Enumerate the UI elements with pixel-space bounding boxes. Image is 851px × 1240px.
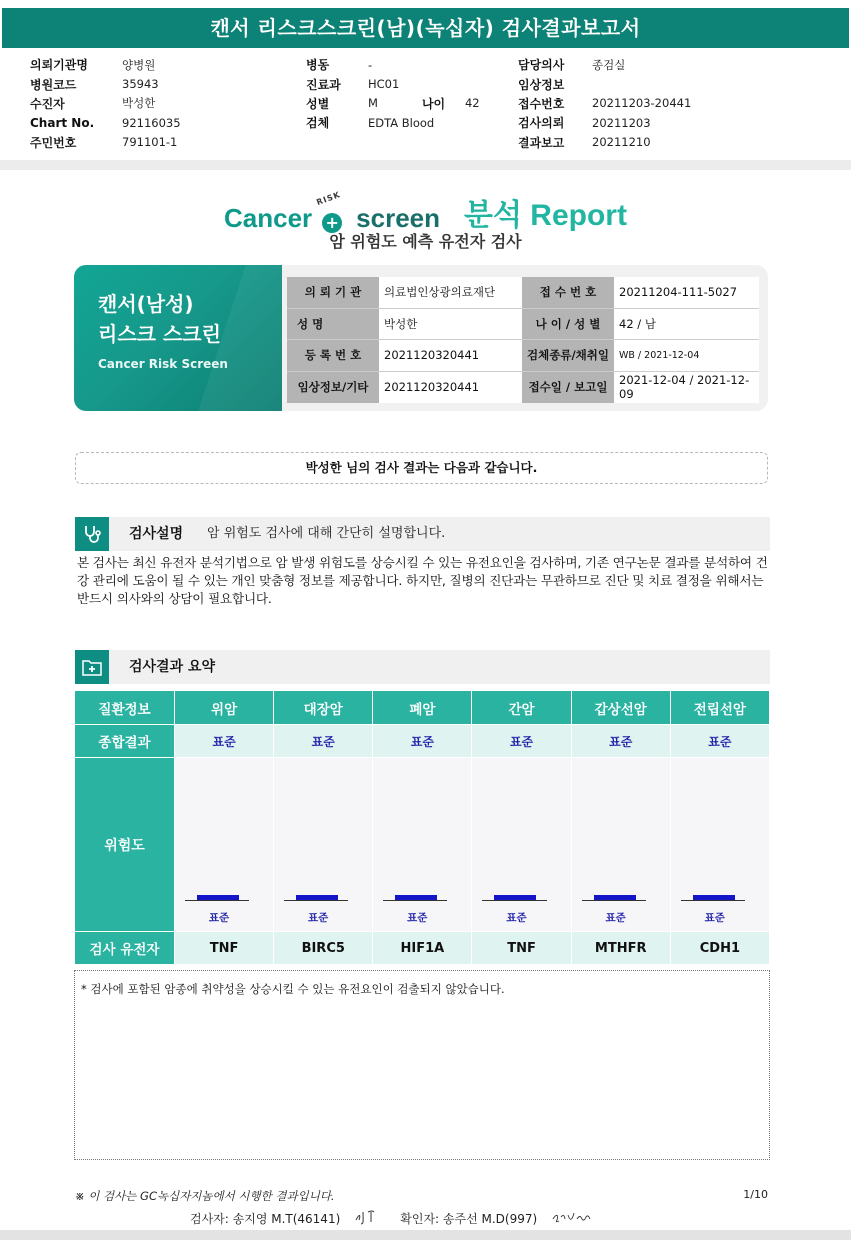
card-banner-title bbox=[98, 289, 221, 349]
report-title: 캔서 리스크스크린(남)(녹십자) 검사결과보고서 bbox=[2, 8, 849, 48]
age-group bbox=[422, 95, 480, 112]
info-key: 의 뢰 기 관 bbox=[287, 277, 379, 308]
signature-line bbox=[190, 1208, 613, 1229]
meta-value: M bbox=[368, 96, 378, 111]
section-header-description bbox=[75, 517, 770, 551]
card-banner bbox=[74, 265, 282, 411]
meta-column-3 bbox=[518, 55, 691, 152]
result-value: 표준 bbox=[472, 725, 571, 758]
examiner-signature bbox=[354, 1208, 380, 1229]
meta-value: 박성한 bbox=[122, 96, 156, 111]
gene-name: BIRC5 bbox=[274, 932, 373, 965]
info-row bbox=[287, 340, 759, 372]
risk-label: 표준 bbox=[704, 912, 725, 924]
risk-cell bbox=[373, 758, 472, 932]
gene-name: HIF1A bbox=[373, 932, 472, 965]
info-key: 성 명 bbox=[287, 309, 379, 340]
meta-value: 20211203-20441 bbox=[592, 96, 692, 111]
meta-label: 병원코드 bbox=[30, 77, 77, 92]
gene-name: CDH1 bbox=[670, 932, 769, 965]
report-subtitle: 암 위험도 예측 유전자 검사 bbox=[329, 232, 522, 251]
result-value: 표준 bbox=[274, 725, 373, 758]
cancer-risk-screen-logo bbox=[0, 189, 851, 233]
meta-label: 결과보고 bbox=[518, 135, 565, 150]
logo-screen-text: screen bbox=[356, 203, 441, 233]
page-number: 1/10 bbox=[743, 1188, 768, 1201]
disease-name: 간암 bbox=[472, 691, 571, 725]
risk-cell bbox=[571, 758, 670, 932]
row-label: 위험도 bbox=[75, 758, 175, 932]
info-key: 등 록 번 호 bbox=[287, 340, 379, 371]
confirmer-signature bbox=[551, 1209, 593, 1228]
meta-value: 종검실 bbox=[592, 57, 626, 72]
risk-bar bbox=[693, 895, 735, 900]
meta-value: 92116035 bbox=[122, 115, 181, 130]
confirmer: 확인자: 송주선 M.D(997) bbox=[400, 1212, 538, 1226]
card-title-line-2: 리스크 스크린 bbox=[98, 322, 221, 346]
info-row bbox=[287, 277, 759, 309]
gene-name: TNF bbox=[175, 932, 274, 965]
risk-cell bbox=[175, 758, 274, 932]
info-value: 20211204-111-5027 bbox=[614, 277, 759, 308]
disease-name: 위암 bbox=[175, 691, 274, 725]
section-title: 검사결과 요약 bbox=[129, 659, 216, 675]
disease-name: 전립선암 bbox=[670, 691, 769, 725]
info-key: 나 이 / 성 별 bbox=[522, 309, 614, 340]
meta-label: 주민번호 bbox=[30, 135, 77, 150]
patient-info-card bbox=[74, 265, 768, 411]
info-value: 2021-12-04 / 2021-12-09 bbox=[614, 372, 759, 404]
table-row-disease bbox=[75, 691, 770, 725]
meta-value: 20211203 bbox=[592, 115, 651, 130]
logo-cancer-text: Cancer bbox=[224, 203, 313, 233]
meta-label: 의뢰기관명 bbox=[30, 58, 88, 73]
card-title-line-1: 캔서(남성) bbox=[98, 292, 194, 316]
info-row bbox=[287, 309, 759, 341]
meta-label: 접수번호 bbox=[518, 96, 565, 111]
table-row-risk bbox=[75, 758, 770, 932]
risk-cell bbox=[274, 758, 373, 932]
info-row bbox=[287, 372, 759, 404]
risk-cell bbox=[472, 758, 571, 932]
table-row-result bbox=[75, 725, 770, 758]
disease-name: 대장암 bbox=[274, 691, 373, 725]
note-box bbox=[74, 970, 770, 1160]
risk-label: 표준 bbox=[208, 912, 230, 924]
meta-value: 양병원 bbox=[122, 57, 156, 72]
info-value: 42 / 남 bbox=[614, 309, 759, 340]
risk-label: 표준 bbox=[506, 912, 527, 924]
row-label: 질환정보 bbox=[75, 691, 175, 725]
risk-label: 표준 bbox=[308, 912, 329, 924]
risk-label: 표준 bbox=[605, 912, 626, 924]
risk-bar bbox=[494, 895, 536, 900]
risk-cell bbox=[670, 758, 769, 932]
result-value: 표준 bbox=[670, 725, 769, 758]
meta-label: 성별 bbox=[306, 96, 330, 111]
risk-bar bbox=[395, 895, 437, 900]
page-bottom-margin bbox=[0, 1230, 851, 1240]
row-label: 종합결과 bbox=[75, 725, 175, 758]
age-value: 42 bbox=[464, 96, 480, 111]
meta-label: 수진자 bbox=[30, 96, 65, 111]
info-key: 임상정보/기타 bbox=[287, 372, 379, 404]
meta-label: 진료과 bbox=[306, 77, 341, 92]
stethoscope-icon bbox=[75, 517, 109, 551]
info-key: 접 수 번 호 bbox=[522, 277, 614, 308]
logo-risk-text: RISK bbox=[315, 189, 343, 208]
meta-column-1 bbox=[30, 55, 181, 152]
result-value: 표준 bbox=[571, 725, 670, 758]
logo-report-text: 분석 Report bbox=[464, 199, 627, 232]
meta-label: 임상정보 bbox=[518, 77, 565, 92]
logo-plus-icon: RISK + bbox=[315, 189, 343, 232]
meta-value: - bbox=[368, 57, 373, 72]
section-description-text: 본 검사는 최신 유전자 분석기법으로 암 발생 위험도를 상승시킬 수 있는 유전요인을 검사하며, 기존 연구논문 결과를 분석하여 건강 관리에 도움이 될 수 있는 개인 맞춤형 정보를 제공합니다. 하지만, 질병의 진단과는 무관하므로 진단 및 치료 결정을 위해서는 반드시 의사와의 상담이 필요합니다. bbox=[77, 555, 768, 606]
examiner: 검사자: 송지영 M.T(46141) bbox=[190, 1212, 341, 1226]
meta-label: 담당의사 bbox=[518, 58, 565, 73]
disease-name: 폐암 bbox=[373, 691, 472, 725]
disease-name: 갑상선암 bbox=[571, 691, 670, 725]
info-value: 2021120320441 bbox=[379, 372, 522, 404]
info-grid bbox=[287, 277, 759, 403]
meta-label: Chart No. bbox=[30, 115, 95, 130]
section-subtitle: 암 위험도 검사에 대해 간단히 설명합니다. bbox=[207, 526, 446, 541]
info-value: 박성한 bbox=[379, 309, 522, 340]
meta-label: 검체 bbox=[306, 116, 330, 131]
info-key: 접수일 / 보고일 bbox=[522, 372, 614, 404]
meta-value: HC01 bbox=[368, 77, 400, 92]
meta-value: EDTA Blood bbox=[368, 115, 435, 130]
meta-value: 35943 bbox=[122, 77, 159, 92]
result-value: 표준 bbox=[373, 725, 472, 758]
footer-note: ※ 이 검사는 GC녹십자지놈에서 시행한 결과입니다. bbox=[75, 1189, 335, 1203]
info-value: 2021120320441 bbox=[379, 340, 522, 371]
age-label: 나이 bbox=[421, 96, 446, 111]
meta-label: 검사의뢰 bbox=[518, 116, 565, 131]
gene-name: MTHFR bbox=[571, 932, 670, 965]
risk-bar bbox=[197, 895, 239, 900]
section-title: 검사설명 bbox=[129, 526, 184, 542]
summary-table bbox=[74, 690, 770, 965]
risk-label: 표준 bbox=[407, 912, 428, 924]
section-header-summary bbox=[75, 650, 770, 684]
gene-name: TNF bbox=[472, 932, 571, 965]
header-divider bbox=[0, 160, 851, 170]
meta-column-2 bbox=[306, 55, 480, 133]
card-banner-subtitle: Cancer Risk Screen bbox=[98, 357, 228, 371]
result-value: 표준 bbox=[175, 725, 274, 758]
info-value: WB / 2021-12-04 bbox=[614, 340, 759, 371]
risk-bar bbox=[296, 895, 338, 900]
medical-folder-icon bbox=[75, 650, 109, 684]
row-label: 검사 유전자 bbox=[75, 932, 175, 965]
meta-value: 791101-1 bbox=[122, 135, 178, 150]
note-text: * 검사에 포함된 암종에 취약성을 상승시킬 수 있는 유전요인이 검출되지 않았습니다. bbox=[81, 982, 505, 996]
meta-value: 20211210 bbox=[592, 135, 651, 150]
info-key: 검체종류/채취일 bbox=[522, 340, 614, 371]
info-value: 의료법인상광의료재단 bbox=[379, 277, 522, 308]
result-notice: 박성한 님의 검사 결과는 다음과 같습니다. bbox=[75, 452, 768, 484]
meta-label: 병동 bbox=[306, 58, 330, 73]
table-row-gene bbox=[75, 932, 770, 965]
risk-bar bbox=[594, 895, 636, 900]
